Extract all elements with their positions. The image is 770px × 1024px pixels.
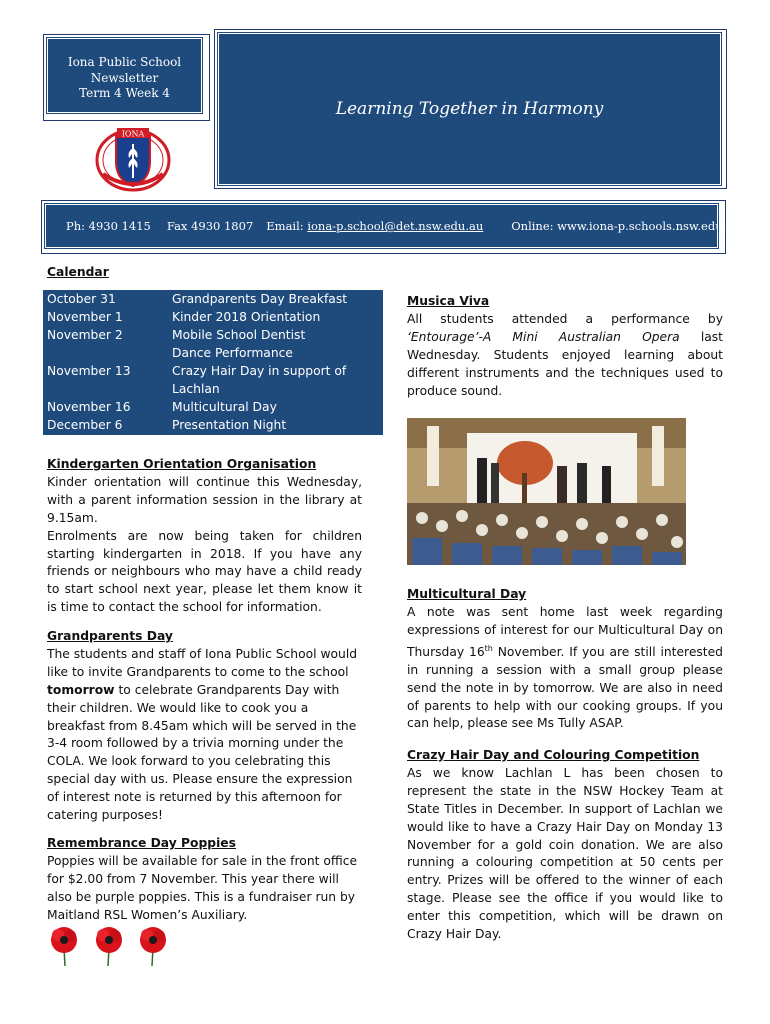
crazy-hair-heading: Crazy Hair Day and Colouring Competition bbox=[407, 748, 700, 762]
multicultural-section bbox=[407, 586, 723, 733]
calendar-row bbox=[47, 308, 383, 326]
calendar-table bbox=[43, 289, 383, 435]
term-week: Term 4 Week 4 bbox=[79, 86, 170, 100]
poppies-image bbox=[47, 926, 173, 966]
calendar-divider bbox=[43, 289, 383, 290]
left-column bbox=[47, 456, 362, 617]
calendar-date: October 31 bbox=[47, 292, 116, 306]
musica-heading: Musica Viva bbox=[407, 294, 490, 308]
multicultural-heading: Multicultural Day bbox=[407, 587, 527, 601]
email-label: Email: bbox=[266, 219, 308, 233]
calendar-row bbox=[47, 398, 383, 416]
grandparents-section bbox=[47, 628, 362, 825]
calendar-row bbox=[47, 344, 383, 362]
calendar-event: Grandparents Day Breakfast bbox=[172, 292, 348, 306]
poppies-heading: Remembrance Day Poppies bbox=[47, 836, 236, 850]
musica-section bbox=[407, 293, 723, 400]
email-link[interactable]: iona-p.school@det.nsw.edu.au bbox=[307, 219, 484, 233]
crest-text: IONA bbox=[121, 129, 145, 139]
calendar-event: Crazy Hair Day in support of bbox=[172, 364, 347, 378]
kindergarten-heading: Kindergarten Orientation Organisation bbox=[47, 457, 317, 471]
crazy-hair-section bbox=[407, 747, 723, 944]
calendar-date: November 1 bbox=[47, 310, 123, 324]
calendar-row bbox=[47, 290, 383, 308]
calendar-heading: Calendar bbox=[47, 265, 109, 279]
calendar-date: November 16 bbox=[47, 400, 131, 414]
calendar-event: Mobile School Dentist bbox=[172, 328, 306, 342]
calendar-row bbox=[47, 362, 383, 380]
musica-text: All students attended a performance by ‘Entourage’-A Mini Australian Opera last Wednesday. Students enjoyed learning about different instruments and the techniques used to produce sound. bbox=[407, 311, 724, 398]
calendar-event: Multicultural Day bbox=[172, 400, 277, 414]
poppy-icon bbox=[96, 927, 122, 966]
kindergarten-para-2: Enrolments are now being taken for children starting kindergarten in 2018. If you have any friends or neighbours who may have a child ready to start school next year, please let them know it is time to contact the school for information. bbox=[47, 528, 362, 615]
poppy-icon bbox=[51, 927, 77, 966]
grandparents-text: The students and staff of Iona Public School would like to invite Grandparents to come to the school tomorrow to celebrate Grandparents Day with their children. We would like to cook you a breakfast from 8.45am which will be served in the 3-4 room followed by a trivia morning under the COLA. We look forward to you celebrating this special day with us. Please ensure the expression of interest note is returned by this afternoon for catering purposes! bbox=[47, 646, 358, 823]
crazy-hair-text: As we know Lachlan L has been chosen to represent the state in the NSW Hockey Team at State Titles in December. In support of Lachlan we would like to have a Crazy Hair Day on Monday 13 November for a gold coin donation. We are also running a colouring competition at 50 cents per entry. Prizes will be offered to the winner of each stage. Please see the office if you would like to enter this competition, which will be drawn on Crazy Hair Day. bbox=[407, 765, 723, 942]
calendar-row bbox=[47, 326, 383, 344]
website: Online: www.iona-p.schools.nsw.edu.au bbox=[511, 219, 741, 233]
calendar-event: Kinder 2018 Orientation bbox=[172, 310, 321, 324]
fax: Fax 4930 1807 bbox=[166, 219, 254, 233]
motto-banner bbox=[218, 33, 721, 185]
kindergarten-para-1: Kinder orientation will continue this Wednesday, with a parent information session in the library at 9.15am. bbox=[47, 474, 362, 525]
calendar-date bbox=[47, 344, 172, 362]
phone: Ph: 4930 1415 bbox=[66, 219, 151, 233]
poppy-icon bbox=[140, 927, 166, 966]
school-crest-logo bbox=[93, 122, 173, 194]
calendar-event: Presentation Night bbox=[172, 418, 287, 432]
calendar-date bbox=[47, 380, 172, 398]
grandparents-heading: Grandparents Day bbox=[47, 629, 173, 643]
calendar-date: December 6 bbox=[47, 418, 123, 432]
poppies-text: Poppies will be available for sale in the front office for $2.00 from 7 November. This year there will also be purple poppies. This is a fundraiser run by Maitland RSL Women’s Auxiliary. bbox=[47, 853, 358, 922]
contact-bar bbox=[45, 204, 741, 248]
newsletter-label: Newsletter bbox=[90, 70, 159, 85]
newsletter-info-box bbox=[47, 38, 202, 113]
calendar-row bbox=[47, 380, 383, 398]
calendar-date: November 2 bbox=[47, 328, 123, 342]
performance-photo bbox=[407, 418, 686, 565]
school-name: Iona Public School bbox=[67, 55, 182, 69]
calendar-row bbox=[47, 416, 383, 434]
calendar-event: Lachlan bbox=[172, 382, 220, 396]
calendar-event: Dance Performance bbox=[172, 346, 293, 360]
calendar-date: November 13 bbox=[47, 364, 131, 378]
multicultural-text: A note was sent home last week regarding expressions of interest for our Multicultural Day on Thursday 16th November. If you are still interested in running a session with a small group please send the note in by tomorrow. We are also in need of parents to help with our cooking groups. If you can help, please see Ms Tully ASAP. bbox=[407, 604, 723, 731]
motto: Learning Together in Harmony bbox=[335, 99, 604, 119]
poppies-section bbox=[47, 835, 367, 925]
